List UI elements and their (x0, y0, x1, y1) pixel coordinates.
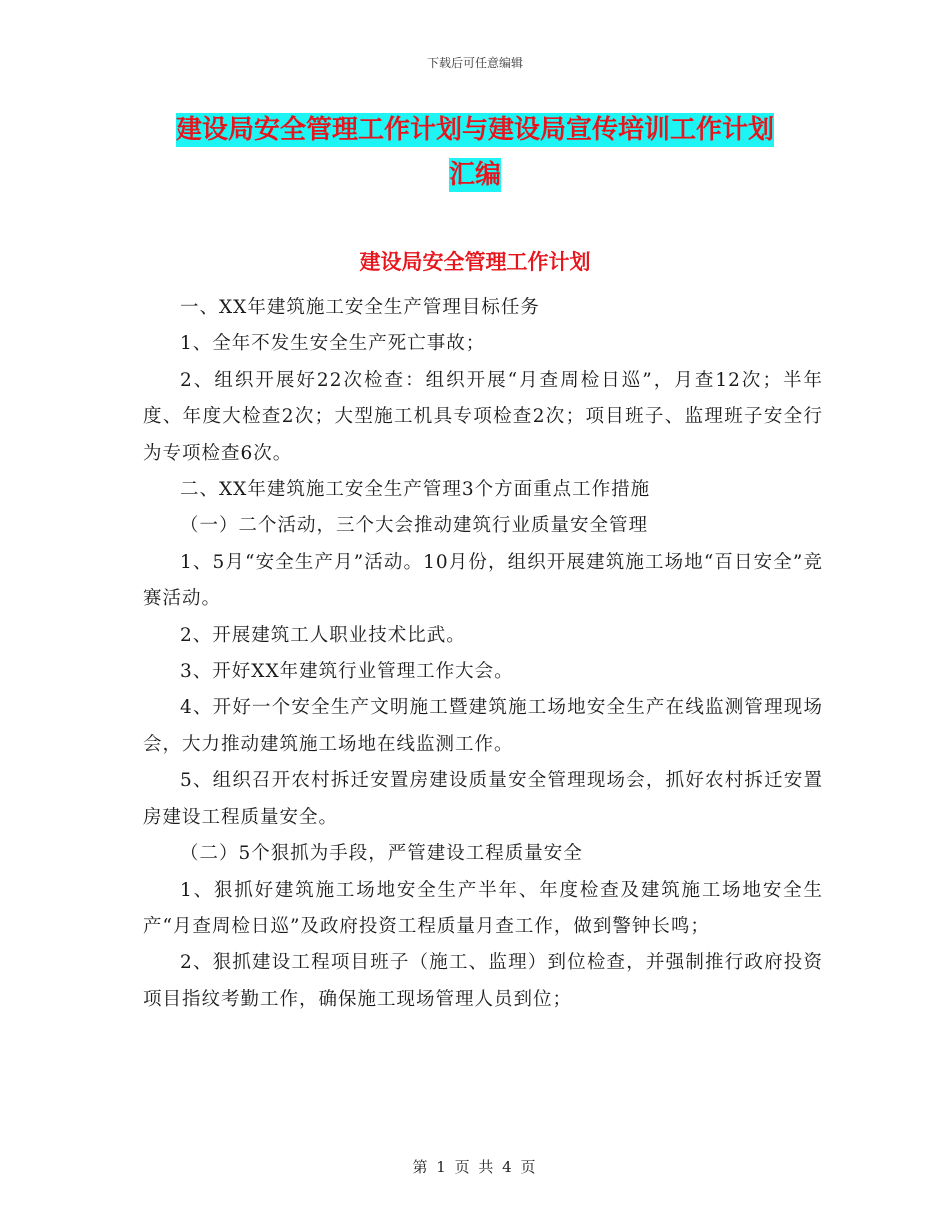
paragraph: 1、全年不发生安全生产死亡事故； (180, 333, 486, 355)
paragraph: 2、开展建筑工人职业技术比武。 (180, 624, 466, 646)
document-title-text-1: 建设局安全管理工作计划与建设局宣传培训工作计划 (175, 115, 774, 145)
paragraph: 1、5月“安全生产月”活动。10月份，组织开展建筑施工场地“百日安全”竞赛活动。 (143, 551, 823, 610)
header-note: 下载后可任意编辑 (426, 56, 523, 70)
section-title: 建设局安全管理工作计划 (359, 250, 591, 274)
document-title-text-2: 汇编 (448, 160, 501, 190)
paragraph: 2、组织开展好22次检查：组织开展“月查周检日巡”，月查12次；半年度、年度大检查2次；大型施工机具专项检查2次；项目班子、监理班子安全行为专项检查6次。 (143, 369, 823, 464)
paragraph: 5、组织召开农村拆迁安置房建设质量安全管理现场会，抓好农村拆迁安置房建设工程质量安全。 (143, 770, 823, 828)
paragraph: 一、XX年建筑施工安全生产管理目标任务 (180, 297, 540, 318)
paragraph: 3、开好XX年建筑行业管理工作大会。 (180, 661, 514, 683)
paragraph: 2、狠抓建设工程项目班子（施工、监理）到位检查，并强制推行政府投资项目指纹考勤工作，确保施工现场管理人员到位； (143, 952, 823, 1010)
paragraph: 4、开好一个安全生产文明施工暨建筑施工场地安全生产在线监测管理现场会，大力推动建筑施工场地在线监测工作。 (143, 697, 823, 755)
page-footer: 第 1 页 共 4 页 (412, 1158, 538, 1176)
paragraph: 1、狠抓好建筑施工场地安全生产半年、年度检查及建筑施工场地安全生产“月查周检日巡”及政府投资工程质量月查工作，做到警钟长鸣； (143, 879, 823, 937)
document-title-line-2 (0, 155, 950, 195)
paragraph: 二、XX年建筑施工安全生产管理3个方面重点工作措施 (180, 479, 651, 501)
paragraph: （二）5个狠抓为手段，严管建设工程质量安全 (180, 843, 583, 865)
document-body (143, 290, 823, 1018)
document-title-line-1 (0, 110, 950, 150)
paragraph: （一）二个活动，三个大会推动建筑行业质量安全管理 (180, 515, 649, 537)
